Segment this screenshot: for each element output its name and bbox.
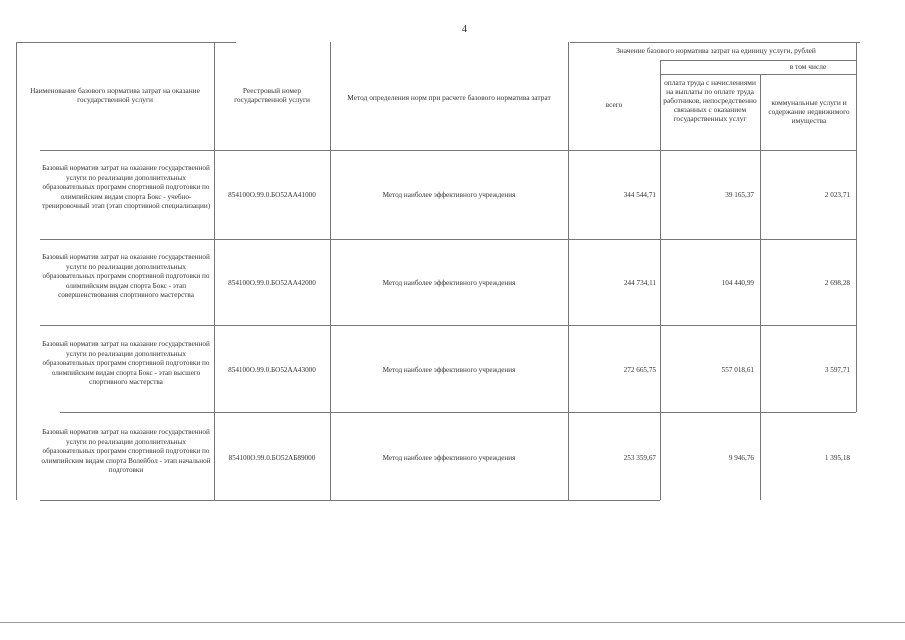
row-4-reg: 854100О.99.0.БО52АБ89000 xyxy=(228,454,316,462)
row-divider-3 xyxy=(60,412,856,413)
row-2-pay: 104 440,99 xyxy=(721,279,754,287)
row-2-total: 244 734,11 xyxy=(623,279,656,287)
subgroup-divider xyxy=(660,74,856,75)
row-2-name: Базовый норматив затрат на оказание государственной услуги по реализации дополнительных образовательных программ спортивной подготовки по олимпийским видам спорта Бокс - этап совершенствования спортивного мастерства xyxy=(42,253,210,300)
row-3-reg: 854100О.99.0.БО52АА43000 xyxy=(228,366,316,374)
row-3-total: 272 665,75 xyxy=(623,366,656,374)
col-border-left xyxy=(16,42,17,500)
group-divider xyxy=(660,60,856,61)
row-1-name: Базовый норматив затрат на оказание государственной услуги по реализации дополнительных образовательных программ спортивной подготовки по олимпийским видам спорта Бокс - учебно-тренировочный этап (этап спортивной специализации) xyxy=(41,164,211,211)
row-3-util: 3 597,71 xyxy=(824,366,850,374)
header-col-reg: Реестровый номер государственной услуги xyxy=(234,86,310,104)
row-2-reg: 854100О.99.0.БО52АА42000 xyxy=(228,279,316,287)
row-4-total: 253 359,67 xyxy=(623,454,656,462)
row-3-method: Метод наиболее эффективного учреждения xyxy=(382,366,516,374)
col-border-2 xyxy=(330,42,331,500)
row-divider-1 xyxy=(40,239,856,240)
row-3-name: Базовый норматив затрат на оказание государственной услуги по реализации дополнительных образовательных программ спортивной подготовки по олимпийским видам спорта Бокс - этап высшего спортивного мастерства xyxy=(42,340,210,387)
table-top-border xyxy=(16,42,236,43)
table-top-border-right xyxy=(570,42,860,43)
row-4-util: 1 395,18 xyxy=(824,454,850,462)
row-4-pay: 9 946,76 xyxy=(728,454,754,462)
row-1-util: 2 023,71 xyxy=(824,191,850,199)
header-col-method: Метод определения норм при расчете базового норматива затрат xyxy=(347,93,551,102)
row-1-pay: 39 165,37 xyxy=(725,191,754,199)
col-border-5 xyxy=(760,74,761,500)
row-divider-2 xyxy=(40,325,856,326)
col-border-right xyxy=(856,42,857,412)
row-3-pay: 557 018,61 xyxy=(721,366,754,374)
row-2-util: 2 698,28 xyxy=(824,279,850,287)
header-col-pay: оплата труда с начислениями на выплаты по оплате труда работников, непосредственно связанных с оказанием государственных услуг xyxy=(663,78,757,123)
row-4-method: Метод наиболее эффективного учреждения xyxy=(382,454,516,462)
header-col-util: коммунальные услуги и содержание недвижимого имущества xyxy=(768,98,850,125)
col-border-4 xyxy=(660,60,661,500)
row-1-reg: 854100О.99.0.БО52АА41000 xyxy=(228,191,316,199)
table-bottom-border xyxy=(40,500,660,501)
page-number: 4 xyxy=(462,24,467,35)
header-bottom-border xyxy=(40,150,856,151)
row-1-method: Метод наиболее эффективного учреждения xyxy=(382,191,516,199)
col-border-1 xyxy=(214,42,215,500)
header-col-name: Наименование базового норматива затрат на оказание государственной услуги xyxy=(30,86,200,104)
scan-edge-line xyxy=(0,622,905,623)
header-col-total: всего xyxy=(605,100,623,109)
row-1-total: 344 544,71 xyxy=(623,191,656,199)
header-subgroup: в том числе xyxy=(789,62,827,71)
header-group-title: Значение базового норматива затрат на единицу услуги, рублей xyxy=(616,46,816,55)
row-4-name: Базовый норматив затрат на оказание государственной услуги по реализации дополнительных образовательных программ спортивной подготовки по олимпийским видам спорта Волейбол - этап начальной подготовки xyxy=(41,428,211,475)
col-border-3 xyxy=(568,42,569,500)
row-2-method: Метод наиболее эффективного учреждения xyxy=(382,279,516,287)
